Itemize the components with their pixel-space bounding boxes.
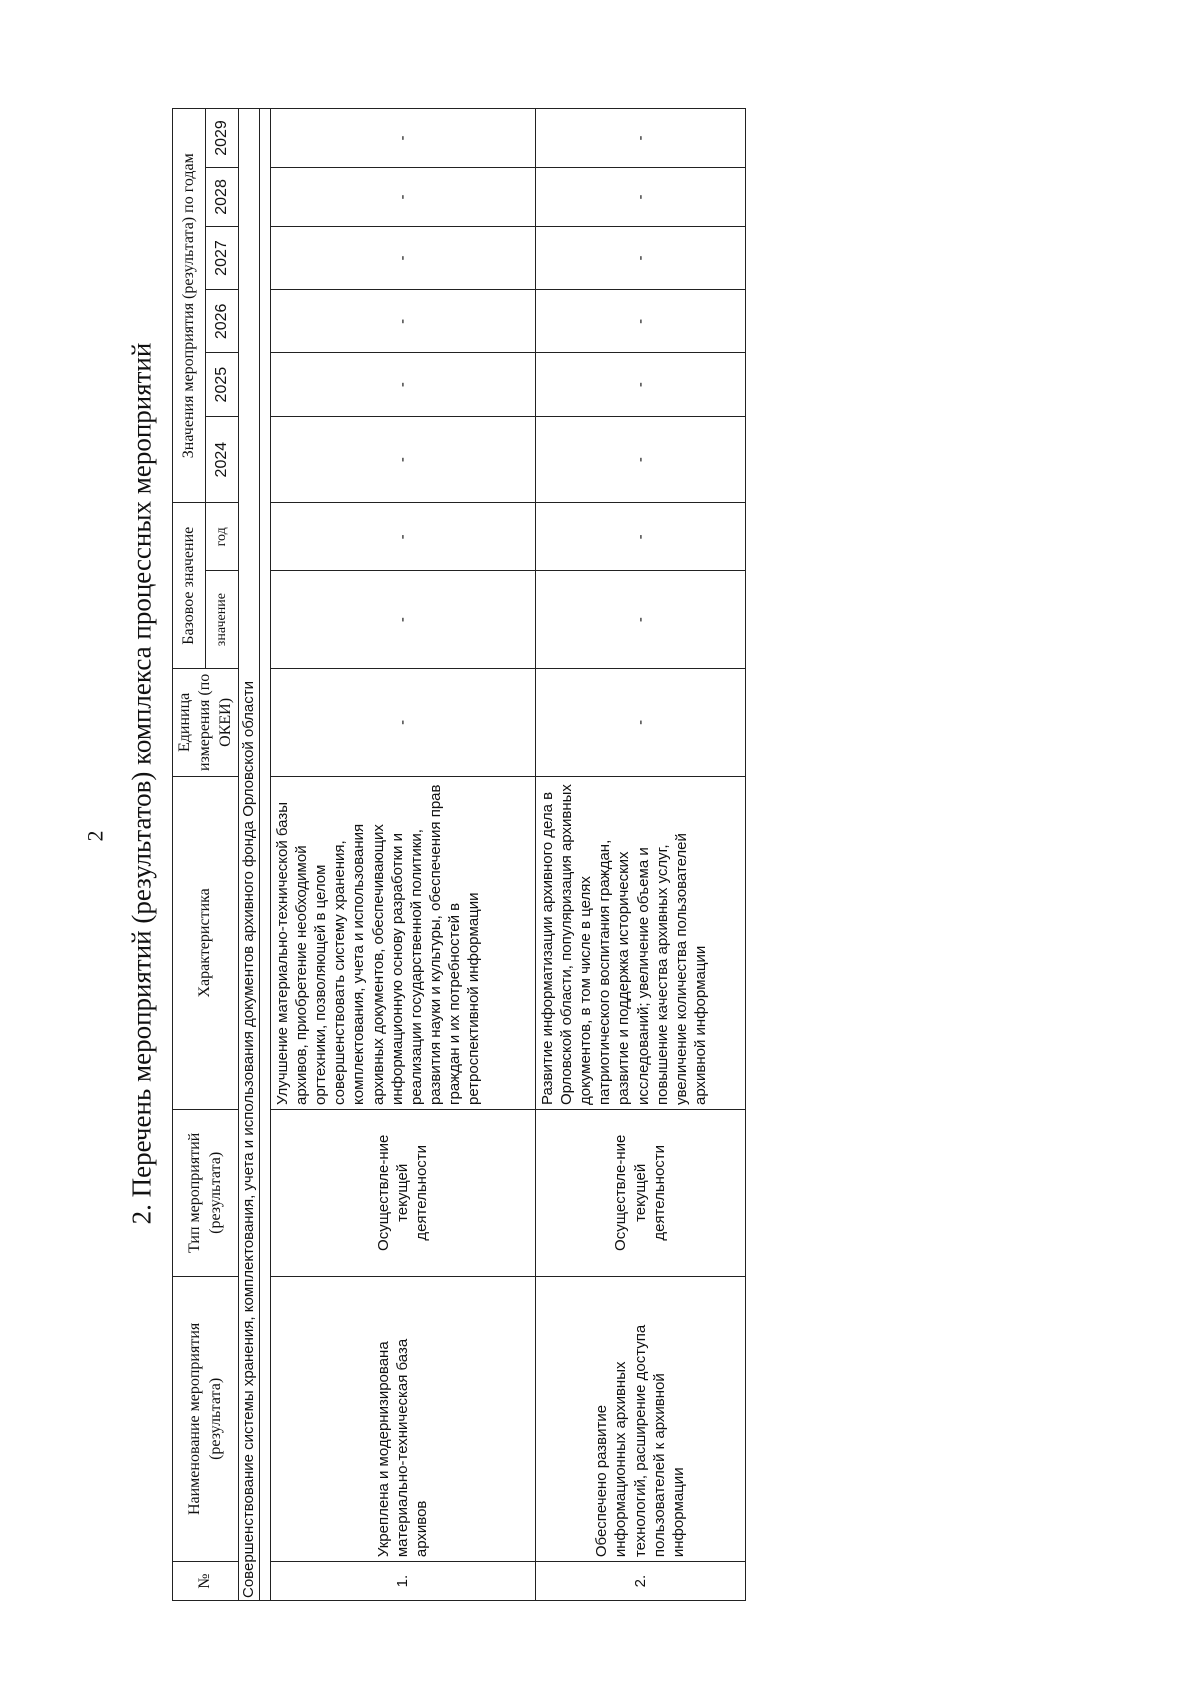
row-value: - [270,168,535,227]
row-base-year: - [270,503,535,571]
header-year: 2026 [206,290,239,353]
header-characteristic: Характеристика [173,776,239,1109]
header-base: Базовое значение [173,503,206,669]
header-year: 2027 [206,226,239,289]
row-value: - [535,109,745,168]
row-value: - [270,226,535,289]
spacer-row [259,109,270,1601]
header-year: 2028 [206,168,239,227]
header-year: 2025 [206,353,239,416]
row-num: 1. [270,1562,535,1601]
header-values-by-year: Значения мероприятия (результата) по годам [173,109,206,503]
section-title: Совершенствование системы хранения, комплектования, учета и использования документов архивного фонда Орловской области [239,109,259,1601]
row-base-value: - [535,571,745,669]
header-year: 2029 [206,109,239,168]
header-base-value: значение [206,571,239,669]
row-value: - [535,290,745,353]
header-year: 2024 [206,416,239,503]
table-row [535,109,745,1601]
row-value: - [270,416,535,503]
row-base-year: - [535,503,745,571]
row-name: Укреплена и модернизирована материально-техническая база архивов [270,1276,535,1562]
header-num: № [173,1562,239,1601]
table-row [270,109,535,1601]
row-num: 2. [535,1562,745,1601]
row-unit: - [270,668,535,776]
header-base-year: год [206,503,239,571]
row-characteristic: Развитие информатизации архивного дела в Орловской области, популяризация архивных документов, в том числе в целях патриотического воспитания граждан, развитие и поддержка исторических исследований; увеличение объема и повышение качества архивных услуг, увеличение количества пользователей архивной информации [535,776,745,1109]
spacer-cell [259,109,270,1601]
section-row [239,109,259,1601]
header-type: Тип мероприятий (результата) [173,1110,239,1277]
row-value: - [535,168,745,227]
row-type: Осуществле-ние текущей деятельности [270,1110,535,1277]
rotated-table-container [172,108,812,1601]
row-value: - [535,416,745,503]
header-unit: Единица измерения (по ОКЕИ) [173,668,239,776]
row-value: - [270,290,535,353]
page-number: 2 [82,830,108,842]
row-value: - [270,353,535,416]
row-base-value: - [270,571,535,669]
header-name: Наименование мероприятия (результата) [173,1276,239,1562]
row-unit: - [535,668,745,776]
row-name: Обеспечено развитие информационных архивных технологий, расширение доступа пользователей к архивной информации [535,1276,745,1562]
page-heading: 2. Перечень мероприятий (результатов) комплекса процессных мероприятий [126,342,157,1225]
row-value: - [535,226,745,289]
measures-table [172,108,746,1601]
row-characteristic: Улучшение материально-технической базы архивов, приобретение необходимой оргтехники, позволяющей в целом совершенствовать систему хранения, комплектования, учета и использования архивных документов, обеспечивающих информационную основу разработки и реализации государственной политики, развития науки и культуры, обеспечения прав граждан и их потребностей в ретроспективной информации [270,776,535,1109]
row-value: - [535,353,745,416]
header-row-1 [173,109,206,1601]
row-type: Осуществле-ние текущей деятельности [535,1110,745,1277]
row-value: - [270,109,535,168]
